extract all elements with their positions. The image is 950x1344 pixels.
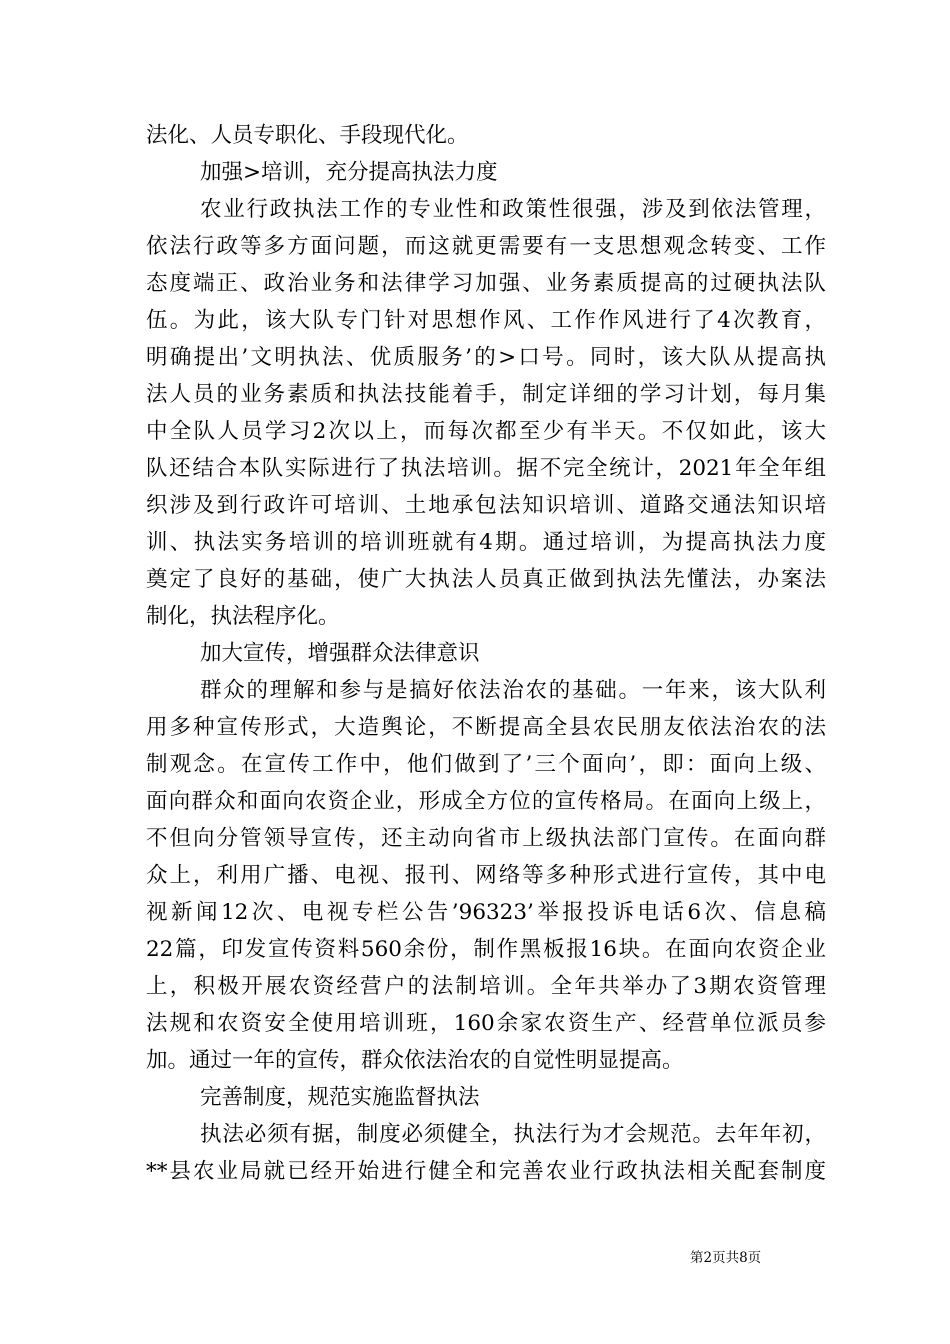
paragraph-line: 制化，执法程序化。 [146, 604, 340, 629]
paragraph-line: **县农业局就已经开始进行健全和完善农业行政执法相关配套制度 [146, 1159, 826, 1184]
paragraph-line: 制观念。在宣传工作中，他们做到了’三个面向’，即：面向上级、 [146, 752, 826, 777]
document-body [146, 117, 826, 1190]
paragraph-line: 农业行政执法工作的专业性和政策性很强，涉及到依法管理， [200, 197, 826, 222]
section-heading: 加大宣传，增强群众法律意识 [200, 641, 480, 666]
paragraph-line: 视新闻12次、电视专栏公告’96323’举报投诉电话6次、信息稿 [146, 900, 826, 925]
paragraph-line: 法人员的业务素质和执法技能着手，制定详细的学习计划，每月集 [146, 382, 826, 407]
section-heading: 完善制度，规范实施监督执法 [200, 1085, 480, 1110]
paragraph-line: 众上，利用广播、电视、报刊、网络等多种形式进行宣传，其中电 [146, 863, 826, 888]
paragraph-line: 法规和农资安全使用培训班，160余家农资生产、经营单位派员参 [146, 1011, 826, 1036]
paragraph-line: 面向群众和面向农资企业，形成全方位的宣传格局。在面向上级上， [146, 789, 826, 814]
paragraph-line: 法化、人员专职化、手段现代化。 [146, 123, 469, 148]
paragraph-line: 训、执法实务培训的培训班就有4期。通过培训，为提高执法力度 [146, 530, 826, 555]
paragraph-line: 伍。为此，该大队专门针对思想作风、工作作风进行了4次教育， [146, 308, 826, 333]
paragraph-line: 明确提出’文明执法、优质服务’的>口号。同时，该大队从提高执 [146, 345, 826, 370]
page-number-footer: 第2页共8页 [690, 1250, 762, 1266]
paragraph-line: 上，积极开展农资经营户的法制培训。全年共举办了3期农资管理 [146, 974, 826, 999]
paragraph-line: 22篇，印发宣传资料560余份，制作黑板报16块。在面向农资企业 [146, 937, 826, 962]
paragraph-line: 奠定了良好的基础，使广大执法人员真正做到执法先懂法，办案法 [146, 567, 826, 592]
paragraph-line: 中全队人员学习2次以上，而每次都至少有半天。不仅如此，该大 [146, 419, 826, 444]
paragraph-line: 态度端正、政治业务和法律学习加强、业务素质提高的过硬执法队 [146, 271, 826, 296]
paragraph-line: 织涉及到行政许可培训、土地承包法知识培训、道路交通法知识培 [146, 493, 826, 518]
paragraph-line: 队还结合本队实际进行了执法培训。据不完全统计，2021年全年组 [146, 456, 826, 481]
paragraph-line: 不但向分管领导宣传，还主动向省市上级执法部门宣传。在面向群 [146, 826, 826, 851]
paragraph-line: 依法行政等多方面问题，而这就更需要有一支思想观念转变、工作 [146, 234, 826, 259]
paragraph-line: 加。通过一年的宣传，群众依法治农的自觉性明显提高。 [146, 1048, 684, 1073]
paragraph-line: 群众的理解和参与是搞好依法治农的基础。一年来，该大队利 [200, 678, 826, 703]
section-heading: 加强>培训，充分提高执法力度 [200, 160, 498, 185]
paragraph-line: 用多种宣传形式，大造舆论，不断提高全县农民朋友依法治农的法 [146, 715, 826, 740]
paragraph-line: 执法必须有据，制度必须健全，执法行为才会规范。去年年初， [200, 1122, 826, 1147]
